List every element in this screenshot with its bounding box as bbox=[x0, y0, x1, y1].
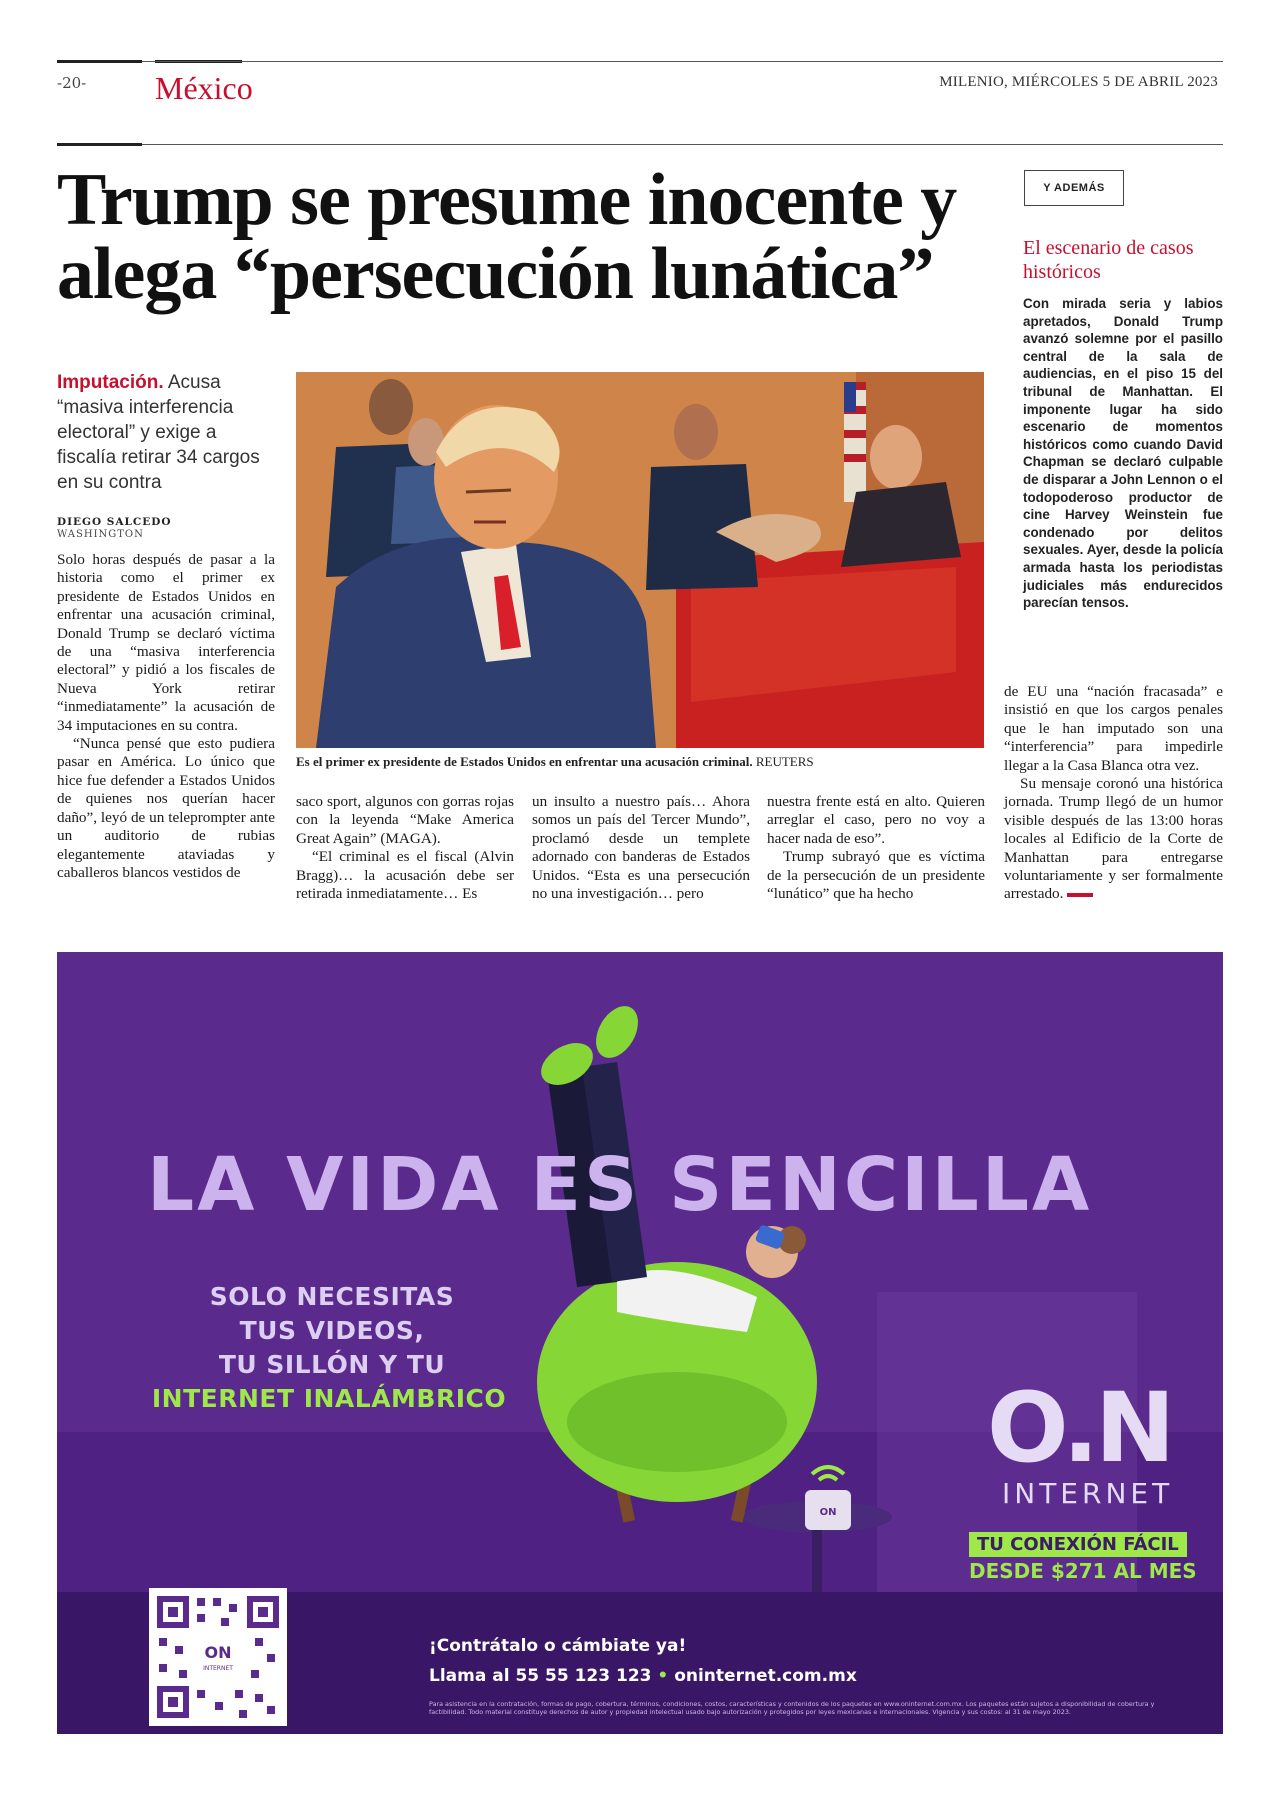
ad-contact bbox=[429, 1666, 857, 1686]
paragraph: “Nunca pensé que esto pudiera pasar en América. Lo único que hice fue defender a Estados Unidos de quienes nos querían hacer daño”, leyó de un teleprompter ante un auditorio de rubias elegantemente ataviadas y caballeros blancos vestidos de bbox=[57, 735, 275, 881]
qr-code[interactable] bbox=[149, 1588, 287, 1726]
article-column-2 bbox=[296, 793, 514, 903]
article-headline bbox=[57, 159, 987, 315]
caption-credit: REUTERS bbox=[752, 754, 814, 769]
kicker-label: Imputación. bbox=[57, 372, 164, 393]
courtroom-sketch-image bbox=[296, 372, 984, 748]
end-mark-icon bbox=[1067, 893, 1093, 897]
caption-text: Es el primer ex presidente de Estados Unidos en enfrentar una acusación criminal. bbox=[296, 754, 753, 769]
ad-subline-2: TUS VIDEOS, bbox=[239, 1316, 425, 1345]
headline-line-2: alega “persecución lunática” bbox=[57, 233, 934, 315]
ad-badge: TU CONEXIÓN FÁCIL bbox=[969, 1532, 1187, 1557]
ad-headline: LA VIDA ES SENCILLA bbox=[147, 1142, 1093, 1228]
ad-website-link[interactable]: oninternet.com.mx bbox=[674, 1666, 857, 1686]
paragraph: Solo horas después de pasar a la historia como el primer ex presidente de Estados Unidos en enfrentar una acusación criminal, Donald Trump se declaró víctima de una “masiva interferencia electoral” y pidió a los fiscales de Nueva York retirar “inmediatamente” la acusación de 34 imputaciones en su contra. bbox=[57, 551, 275, 734]
courtroom-sketch bbox=[296, 372, 984, 748]
ad-fine-print: Para asistencia en la contratación, formas de pago, cobertura, términos, condiciones, costos, características y contenidos de los paquetes en www.oninternet.com.mx. Los paquetes están sujetos a disponibilidad de cobertura y factibilidad. Todo material constituye derechos de autor y propiedad intelectual usado bajo autorización y protegidos por leyes mexicanas e internacionales. Vigencia y sus costos: al 31 de mayo 2023. bbox=[429, 1700, 1155, 1716]
page-number: -20- bbox=[57, 74, 87, 92]
paragraph: de EU una “nación fracasada” e insistió en que los cargos penales que le han imputado son una “interferencia” para impedirle llegar a la Casa Blanca otra vez. bbox=[1004, 683, 1223, 774]
separator-dot: • bbox=[651, 1666, 675, 1686]
ad-call-to-action: ¡Contrátalo o cámbiate ya! bbox=[429, 1636, 687, 1656]
paragraph: Trump subrayó que es víctima de la persecución de un presidente “lunático” que ha hecho bbox=[767, 848, 985, 903]
sidebar-label: Y ADEMÁS bbox=[1024, 170, 1124, 206]
article-column-5 bbox=[1004, 683, 1223, 904]
brand-logo-sub: INTERNET bbox=[1002, 1477, 1174, 1510]
paragraph-text: Su mensaje coronó una histórica jornada. Trump llegó de un humor visible después de las 13:00 horas locales al Edificio de la Corte de Manhattan para entregarse voluntariamente y ser formalmente arrestado. bbox=[1004, 775, 1223, 903]
ad-subline-1: SOLO NECESITAS bbox=[209, 1282, 455, 1311]
section-title: México bbox=[155, 70, 253, 106]
kicker-text: Acusa “masiva interferencia electoral” y exige a fiscalía retirar 34 cargos en su contra bbox=[57, 372, 260, 493]
ad-subline-4: INTERNET INALÁMBRICO bbox=[151, 1384, 507, 1413]
paragraph: “El criminal es el fiscal (Alvin Bragg)… la acusación debe ser retirada inmediatamente… Es bbox=[296, 848, 514, 903]
article-column-3 bbox=[532, 793, 750, 903]
article-column-4 bbox=[767, 793, 985, 903]
byline-author: DIEGO SALCEDO bbox=[57, 516, 172, 528]
article-column-1 bbox=[57, 551, 275, 882]
qr-logo-sub: INTERNET bbox=[203, 1665, 233, 1672]
brand-logo: O.N bbox=[987, 1372, 1172, 1484]
paragraph: nuestra frente está en alto. Quieren arreglar el caso, pero no voy a hacer nada de eso”. bbox=[767, 793, 985, 847]
dateline: MILENIO, MIÉRCOLES 5 DE ABRIL 2023 bbox=[939, 74, 1218, 90]
qr-logo-text: ON bbox=[204, 1643, 232, 1662]
paragraph bbox=[1004, 775, 1223, 904]
article-kicker bbox=[57, 370, 272, 495]
byline-place: WASHINGTON bbox=[57, 529, 144, 540]
paragraph: saco sport, algunos con gorras rojas con la leyenda “Make America Great Again” (MAGA). bbox=[296, 793, 514, 847]
photo-caption bbox=[296, 754, 814, 770]
paragraph: un insulto a nuestro país… Ahora somos un país del Tercer Mundo”, proclamó desde un templete adornado con banderas de Estados Unidos. “Esta es una persecución no una investigación… pero bbox=[532, 793, 750, 903]
qr-code-icon bbox=[155, 1594, 281, 1720]
sidebar-title: El escenario de casos históricos bbox=[1023, 237, 1194, 283]
router-label: ON bbox=[819, 1507, 837, 1518]
ad-price: DESDE $271 AL MES bbox=[969, 1559, 1197, 1583]
advertisement[interactable] bbox=[57, 952, 1223, 1734]
sidebar-body: Con mirada seria y labios apretados, Donald Trump avanzó solemne por el pasillo central de la sala de audiencias, en el piso 15 del tribunal de Manhattan. El imponente lugar ha sido escenario de momentos históricos como cuando David Chapman se declaró culpable de disparar a John Lennon o el todopoderoso productor de cine Harvey Weinstein fue condenado por delitos sexuales. Ayer, desde la policía armada hasta los periodistas judiciales más endurecidos parecían tensos. bbox=[1023, 296, 1223, 611]
ad-phone[interactable]: Llama al 55 55 123 123 bbox=[429, 1666, 652, 1686]
ad-subline-3: TU SILLÓN Y TU bbox=[218, 1350, 446, 1379]
headline-line-1: Trump se presume inocente y bbox=[57, 159, 957, 241]
